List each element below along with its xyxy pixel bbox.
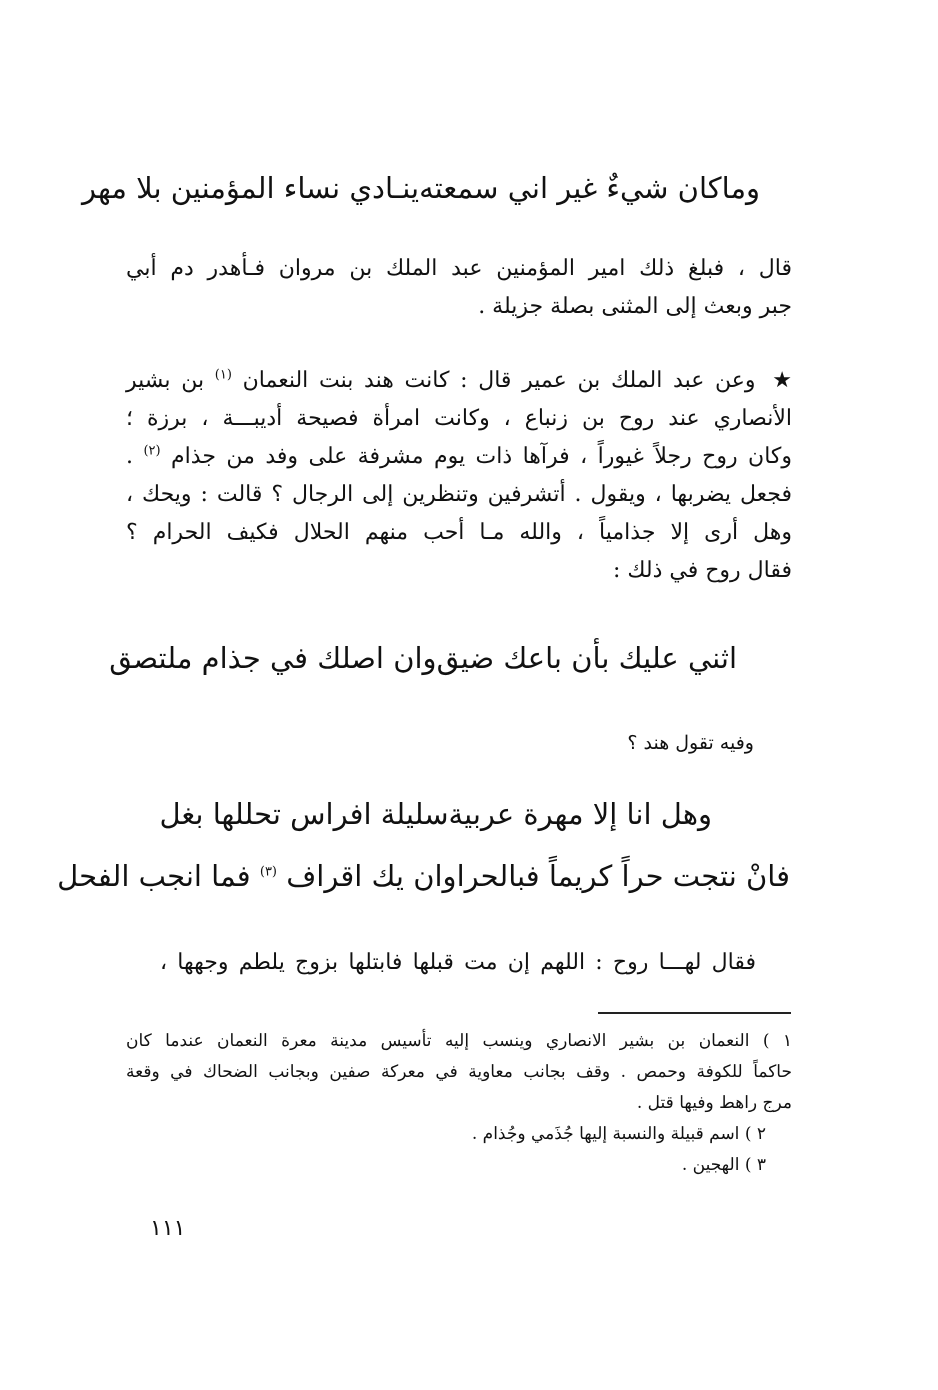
star-marker: ★: [772, 368, 792, 393]
paragraph-2: [126, 362, 792, 590]
paragraph-3: [160, 944, 756, 982]
footnote-ref-3: (٣): [259, 864, 277, 880]
paragraph-2-line-6: فقال روح في ذلك :: [612, 558, 792, 583]
verse-4-first-hemistich: فانْ نتجت حراً كريماً فبالحرا: [456, 859, 790, 893]
verse-3-second-hemistich: سليلة افراس تحللها بغل: [159, 797, 449, 831]
verse-2-first-hemistich: اثني عليك بأن باعك ضيق: [436, 641, 737, 675]
verse-1-second-hemistich: ينـادي نساء المؤمنين بلا مهر: [82, 171, 420, 205]
paragraph-2-line-4: فجعل يضربها ، ويقول . أتشرفين وتنظرين إلى الرجال ؟ قالت : ويحك ،: [126, 482, 792, 507]
paragraph-2-line-3-text: وكان روح رجلاً غيوراً ، فرآها ذات يوم مشرفة على وفد من جذام: [171, 444, 793, 469]
footnote-ref-1: (١): [214, 367, 232, 383]
paragraph-2-line-2: الأنصاري عند روح بن زنباع ، وكانت امرأة فصيحة أديبـــة ، برزة ؛: [126, 406, 792, 431]
verse-2: [109, 638, 737, 678]
footnotes: [126, 1026, 792, 1181]
paragraph-2-line-3-end: .: [126, 444, 133, 469]
verse-4: [57, 856, 790, 896]
verse-1-first-hemistich: وماكان شيءٌ غير اني سمعته: [419, 171, 760, 205]
verse-4-second-hemistich-start: وان يك اقراف: [286, 859, 457, 893]
footnote-1-line-3: مرج راهط وفيها قتل .: [636, 1093, 792, 1113]
paragraph-2-line-1-end: بن بشير: [126, 368, 205, 393]
paragraph-1-line-2: جبر وبعث إلى المثنى بصلة جزيلة .: [478, 294, 792, 319]
footnote-1-line-2: حاكماً للكوفة وحمص . وقف بجانب معاوية في معركة صفين وبجانب الضحاك في وقعة: [126, 1062, 792, 1082]
verse-4-second-hemistich-end: فما انجب الفحل: [57, 859, 251, 893]
footnote-2: ٢ ) اسم قبيلة والنسبة إليها جُذَمي وجُذام .: [471, 1124, 766, 1144]
footnote-3: ٣ ) الهجين .: [681, 1155, 766, 1175]
paragraph-2-line-1-text: وعن عبد الملك بن عمير قال : كانت هند بنت النعمان: [242, 368, 756, 393]
paragraph-1: [126, 250, 792, 326]
verse-3-first-hemistich: وهل انا إلا مهرة عربية: [448, 797, 712, 831]
verse-4-second-hemistich: [57, 856, 456, 896]
paragraph-3-line-1: فقال لهـــا روح : اللهم إن مت قبلها فابتلها بزوج يلطم وجهها ،: [160, 950, 756, 975]
paragraph-1-line-1: قال ، فبلغ ذلك امير المؤمنين عبد الملك بن مروان فـأهدر دم أبي: [126, 256, 792, 281]
verse-1: [82, 168, 760, 208]
footnote-1-line-1: ١ ) النعمان بن بشير الانصاري وينسب إليه تأسيس مدينة معرة النعمان عندما كان: [126, 1031, 792, 1051]
verse-intro-caption: وفيه تقول هند ؟: [627, 732, 754, 754]
paragraph-2-line-3: [126, 438, 792, 476]
footnote-divider: [598, 1012, 791, 1014]
page-number: ١١١: [150, 1216, 186, 1241]
paragraph-2-line-5: وهل أرى إلا جذامياً ، والله مـا أحب منهم الحلال فكيف الحرام ؟: [126, 520, 792, 545]
verse-2-second-hemistich: وان اصلك في جذام ملتصق: [109, 641, 437, 675]
footnote-ref-2: (٢): [143, 443, 161, 459]
verse-3: [159, 794, 712, 834]
paragraph-2-line-1: [126, 362, 792, 400]
